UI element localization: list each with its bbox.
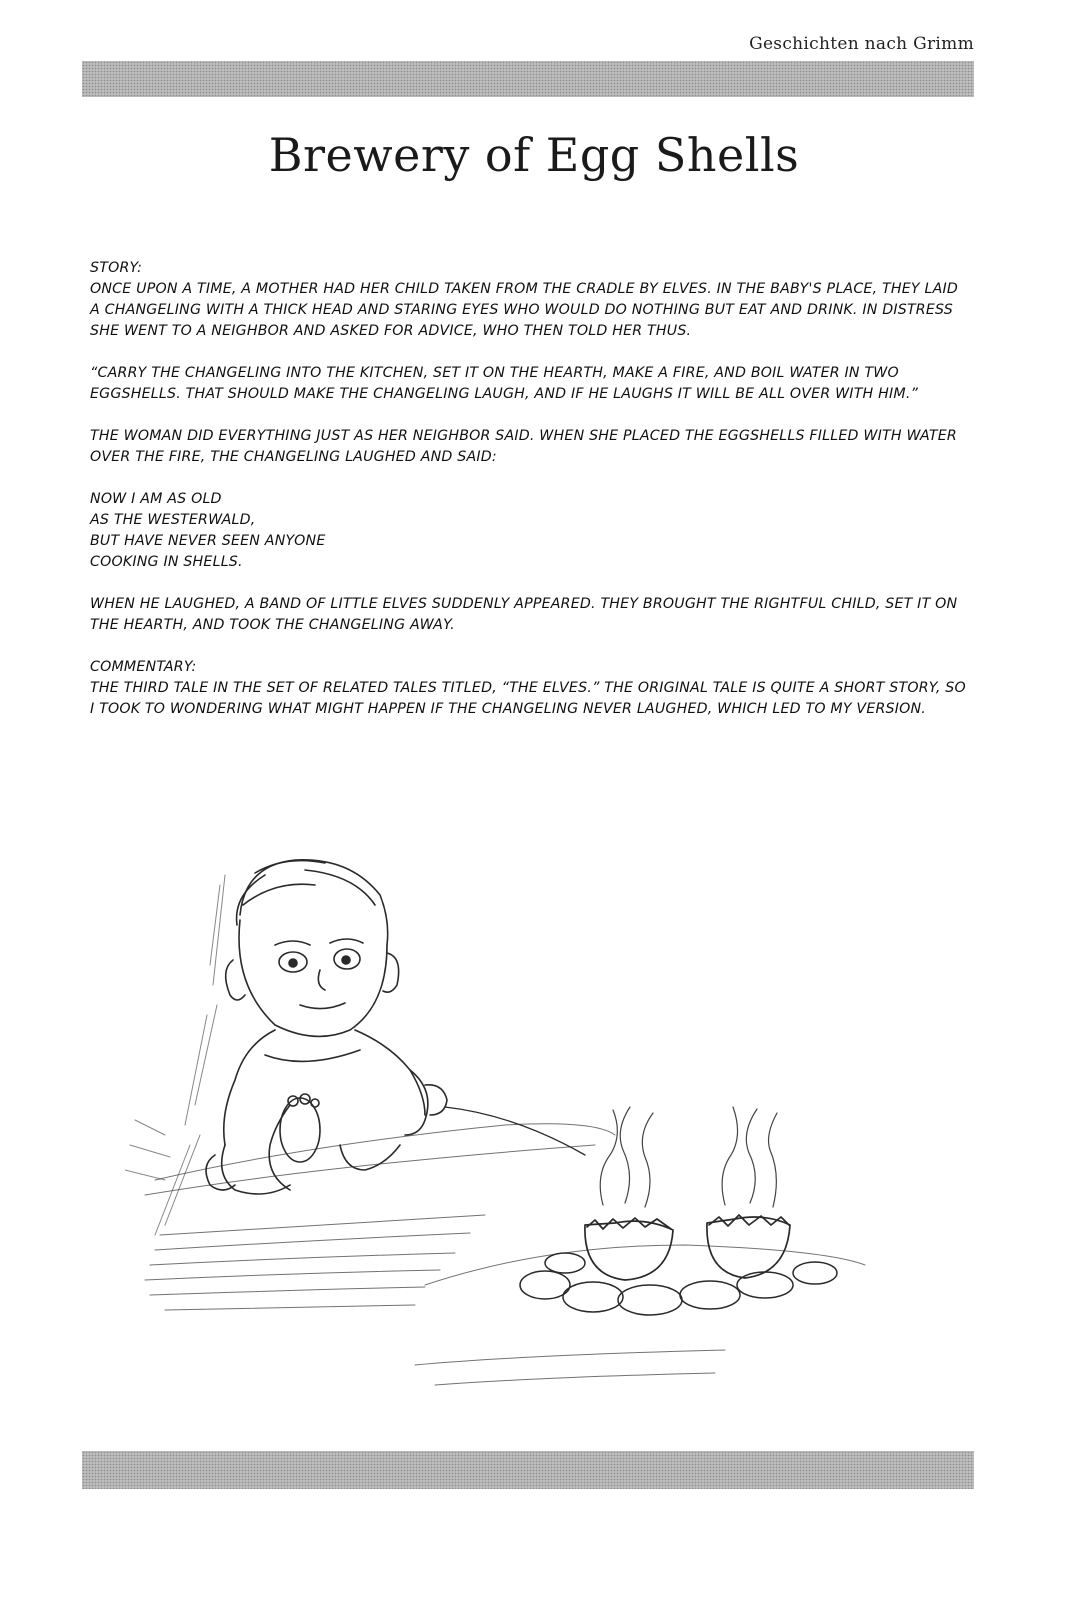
poem-line: COOKING IN SHELLS. [90, 554, 243, 570]
poem-line: AS THE WESTERWALD, [90, 512, 256, 528]
background-hatching [125, 875, 225, 1235]
commentary-heading: COMMENTARY: [90, 659, 197, 675]
hearth-hatching [145, 1124, 865, 1385]
poem-line: NOW I AM AS OLD [90, 491, 222, 507]
text-body [90, 258, 970, 741]
story-ending: WHEN HE LAUGHED, A BAND OF LITTLE ELVES SUDDENLY APPEARED. THEY BROUGHT THE RIGHTFUL CHILD, SET IT ON THE HEARTH, AND TOOK THE CHANGELING AWAY. [90, 596, 958, 633]
steam-wisps [600, 1107, 777, 1207]
commentary-section [90, 657, 970, 720]
hearth-stones [520, 1253, 837, 1315]
page-title: Brewery of Egg Shells [268, 128, 800, 182]
changeling-illustration [125, 845, 915, 1405]
story-heading: STORY: [90, 260, 143, 276]
poem [90, 489, 970, 573]
changeling-figure [206, 860, 585, 1194]
commentary-text: THE THIRD TALE IN THE SET OF RELATED TALES TITLED, “THE ELVES.” THE ORIGINAL TALE IS QUITE A SHORT STORY, SO I TOOK TO WONDERING WHAT MIGHT HAPPEN IF THE CHANGELING NEVER LAUGHED, WHICH LED TO MY VERSION. [90, 680, 966, 717]
story-paragraph-2: “CARRY THE CHANGELING INTO THE KITCHEN, SET IT ON THE HEARTH, MAKE A FIRE, AND BOIL WATER IN TWO EGGSHELLS. THAT SHOULD MAKE THE CHANGELING LAUGH, AND IF HE LAUGHS IT WILL BE ALL OVER WITH HIM.” [90, 365, 919, 402]
header-band [82, 61, 974, 97]
story-paragraph-1: ONCE UPON A TIME, A MOTHER HAD HER CHILD TAKEN FROM THE CRADLE BY ELVES. IN THE BABY'S PLACE, THEY LAID A CHANGELING WITH A THICK HEAD AND STARING EYES WHO WOULD DO NOTHING BUT EAT AND DRINK. IN DISTRESS SHE WENT TO A NEIGHBOR AND ASKED FOR ADVICE, WHO THEN TOLD HER THUS. [90, 281, 959, 339]
footer-band [82, 1451, 974, 1489]
poem-line: BUT HAVE NEVER SEEN ANYONE [90, 533, 326, 549]
story-section [90, 258, 970, 342]
story-paragraph-3: THE WOMAN DID EVERYTHING JUST AS HER NEIGHBOR SAID. WHEN SHE PLACED THE EGGSHELLS FILLED WITH WATER OVER THE FIRE, THE CHANGELING LAUGHED AND SAID: [90, 428, 957, 465]
book-title: Geschichten nach Grimm [749, 34, 974, 54]
